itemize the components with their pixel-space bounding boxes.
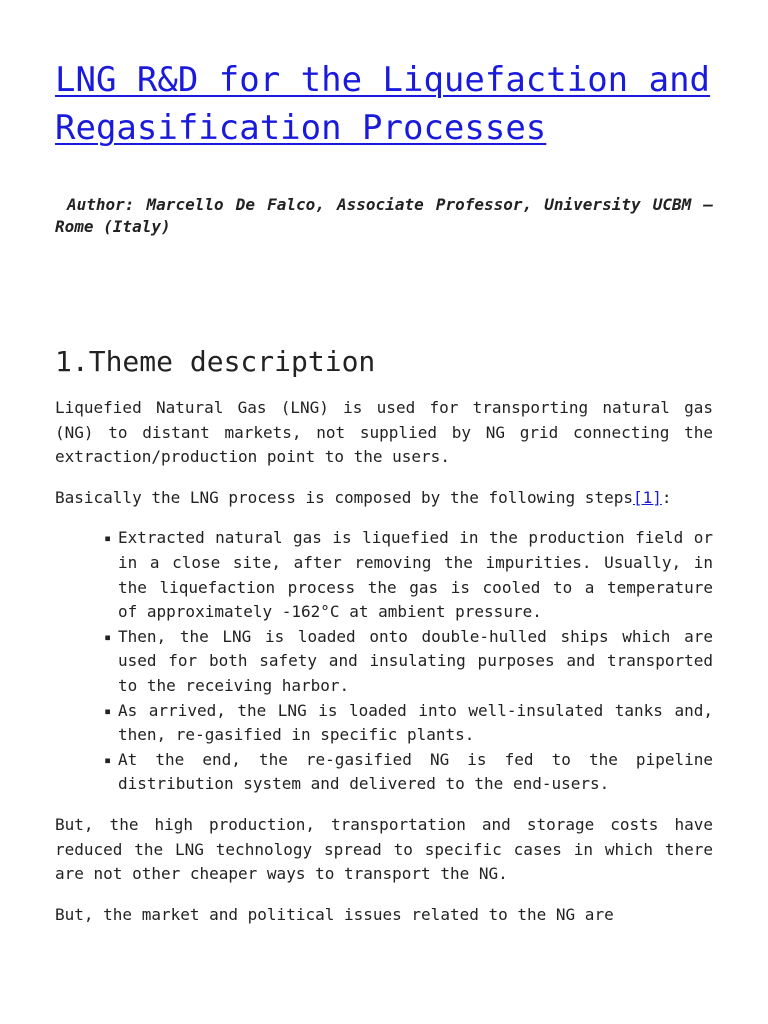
list-item-text: At the end, the re-gasified NG is fed to the pipeline distribution system and delivered to the end-users. bbox=[118, 749, 713, 794]
paragraph-steps-intro bbox=[55, 486, 713, 511]
list-item bbox=[104, 526, 713, 624]
list-item-text: Extracted natural gas is liquefied in the production field or in a close site, after removing the impurities. Usually, in the liquefaction process the gas is cooled to a temperature of approximately -162°C at ambient pressure. bbox=[118, 528, 713, 622]
author-text: Author: Marcello De Falco, Associate Professor, University UCBM – Rome (Italy) bbox=[55, 195, 713, 236]
list-item-text: As arrived, the LNG is loaded into well-insulated tanks and, then, re-gasified in specific plants. bbox=[118, 700, 713, 745]
footnote-ref-link[interactable]: [1] bbox=[632, 487, 662, 507]
paragraph-market: But, the market and political issues related to the NG are bbox=[55, 904, 614, 924]
bullet-icon: ▪ bbox=[104, 629, 112, 644]
list-item bbox=[104, 699, 713, 748]
section-heading: 1.Theme description bbox=[55, 345, 376, 378]
bullet-icon: ▪ bbox=[104, 703, 112, 718]
paragraph-steps-suffix: : bbox=[661, 487, 672, 507]
bullet-icon: ▪ bbox=[104, 752, 112, 767]
paragraph-steps-text: Basically the LNG process is composed by the following steps bbox=[55, 487, 633, 507]
author-line bbox=[55, 194, 713, 238]
document-title-link[interactable]: LNG R&D for the Liquefaction and Regasification Processes bbox=[55, 60, 711, 148]
list-item bbox=[104, 748, 713, 797]
paragraph-intro: Liquefied Natural Gas (LNG) is used for transporting natural gas (NG) to distant markets, not supplied by NG grid connecting the extraction/production point to the users. bbox=[55, 398, 713, 467]
bullet-icon: ▪ bbox=[104, 531, 112, 546]
steps-list bbox=[55, 526, 713, 797]
list-item-text: Then, the LNG is loaded onto double-hulled ships which are used for both safety and insulating purposes and transported to the receiving harbor. bbox=[118, 626, 713, 695]
list-item bbox=[104, 625, 713, 699]
paragraph-costs: But, the high production, transportation and storage costs have reduced the LNG technology spread to specific cases in which there are not other cheaper ways to transport the NG. bbox=[55, 814, 713, 884]
